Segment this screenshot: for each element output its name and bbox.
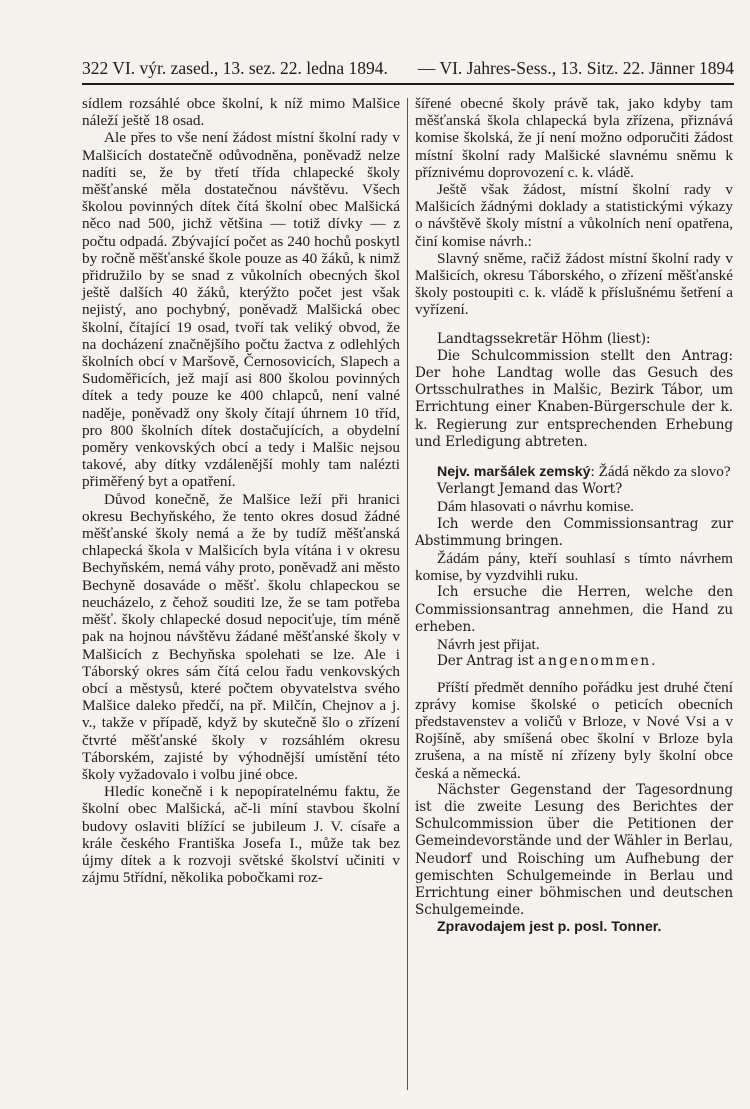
right-paragraph: Ještě však žádost, místní školní rady v Malšicích žádnými doklady a statistickými výkazy o návštěvě školy místní a vůkolních není opatřena, činí komise návrh.: [415,181,733,250]
right-paragraph-de: Die Schulcommission stellt den Antrag: Der hohe Landtag wolle das Gesuch des Ortsschulrathes in Malšic, Bezirk Tábor, um Errichtung einer Knaben-Bürgerschule der k. k. Regierung zur entsprechenden Erhebung und Erledigung abtreten. [415,347,733,450]
column-divider [407,98,408,1090]
speaker-name: Nejv. maršálek zemský [437,464,591,481]
speaker-name: Landtagssekretär Höhm [437,330,603,347]
header-right: — VI. Jahres-Sess., 13. Sitz. 22. Jänner 1894 [417,58,734,78]
right-paragraph: Slavný sněme, račiž žádost místní školní rady v Malšicích, okresu Táborského, o zřízení měšťanské školy postoupiti c. k. vládě k příslušnému šetření a vyřízení. [415,249,733,319]
left-paragraph: Ale přes to vše není žádost místní školní rady v Malšicích dostatečně odůvodněna, poněvadž nelze nadíti se, že by třetí třída chlapecké školy měšťanské měla dostatečnou návštěvu. Všech školou povinných dítek čítá školní obec Malšická něco nad 500, jichž většina — totiž dívky — z počtu odpadá. Zbývající počet as 240 hochů poskytl by ročně měšťanské škole pouze as 40 žáků, k nimž přidružilo by se snad z vůkolních obecných škol ještě dalších 40 žáků, kterýžto počet jest však nejistý, ano pochybný, poněvadž Malšická obec školní, čítající 19 osad, tvoří tak veliký obvod, že na docházení značnějšího počtu žactva z odlehlých školních obcí v Maršově, Černosovicích, Slapech a Sudoměřicích, jež mají asi 800 školou povinných dítek a tedy pouze ke 400 chlapců, není valné naděje, poněvadž ony školy čítají úhrnem 10 tříd, pro 800 školních dítek dostačujících, a obydelní poměry venkovských obcí a tedy i Malšic nejsou takové, aby dítky vzdálenější mohly tam nalézti přiměřený byt a opatření. [82,129,400,491]
left-paragraph: Hledíc konečně i k nepopíratelnému faktu, že školní obec Malšická, ač-li míní stavbou školní budovy oslaviti blížící se jubileum J. V. císaře a krále českého Františka Josefa I., může tak bez újmy dítek a k rozvoji světské školství učiniti v zájmu 5třídní, několika pobočkami roz- [82,783,400,887]
header-left: 322 VI. výr. zased., 13. sez. 22. ledna 1894. [82,58,388,78]
right-paragraph: Příští předmět denního pořádku jest druhé čtení zprávy komise školské o peticích obecních představenstev a voličů v Brloze, v Nové Vsi a v Rojšíně, aby smíšená obec školní v Brloze byla zrušena, a na místě ní zřízeny byly školní obce česká a německá. [415,678,733,782]
right-paragraph-de: Ich ersuche die Herren, welche den Commissionsantrag annehmen, die Hand zu erheben. [415,584,733,635]
header-rule [82,83,734,85]
left-paragraph: sídlem rozsáhlé obce školní, k níž mimo Malšice náleží ještě 18 osad. [82,95,400,130]
right-paragraph: Dám hlasovati o návrhu komise. [437,498,634,516]
right-paragraph-de: Verlangt Jemand das Wort? [437,481,623,498]
left-paragraph: Důvod konečně, že Malšice leží při hranici okresu Bechyňského, že tento okres dosud žádné měšťanské školy nemá a že by tudíž měšťanská chlapecká škola v Malšicích byla vítána i v okresu Bechyňském, nemá váhy proto, poněvadž ani město Bechyně dosaváde o měšť. školu chlapeckou se neucházelo, z čehož souditi lze, že se tam potřeba měšť. školy chlapecké dosud nepociťuje, tím méně pak na hojnou návštěvu žádané měšťanské školy v Malšicích z Bechyňska spolehati se lze. Ale i Táborský okres sám čítá celou řadu venkovských obcí a městysů, které počtem obyvatelstva svého Malšice daleko předčí, na př. Milčín, Chejnov a j. v., takže v případě, když by skutečně šlo o zřízení čtvrté měšťanské školy v rozsáhlém okresu Táborském, zajisté by výhodnější umístění této školy vyžadovalo i volbu jiné obce. [82,490,400,783]
reporter-line: Zpravodajem jest p. posl. Tonner. [437,919,662,936]
right-paragraph-de: Ich werde den Commissionsantrag zur Abstimmung bringen. [415,515,733,549]
right-paragraph: Žádám pány, kteří souhlasí s tímto návrhem komise, by vyzdvihli ruku. [415,550,733,585]
right-paragraph-de: Nächster Gegenstand der Tagesordnung ist die zweite Lesung des Berichtes der Schulcommission über die Petitionen der Gemeindevorstände und der Wähler in Berlau, Neudorf und Roisching um Aufhebung der gemischten Schulgemeinde in Berlau und Errichtung einer böhmischen und deutschen Schulgemeinde. [415,781,733,919]
speaker-line-cz: Nejv. maršálek zemský: Žádá někdo za slovo? [437,463,731,481]
speaker-line-de: Landtagssekretär Höhm (liest): [437,330,651,347]
right-paragraph: Návrh jest přijat. [437,636,540,654]
right-paragraph: šířené obecné školy právě tak, jako kdyby tam měšťanská škola chlapecká byla zřízena, přiznává komise školská, že jí není možno odporučiti žádost místní školní rady Malšické slavnému sněmu k příznivému doprovození c. k. vládě. [415,95,733,181]
right-column [415,95,733,937]
page-header [82,58,734,82]
left-column [82,95,400,886]
right-paragraph-de: Der Antrag ist angenommen. [437,653,658,670]
